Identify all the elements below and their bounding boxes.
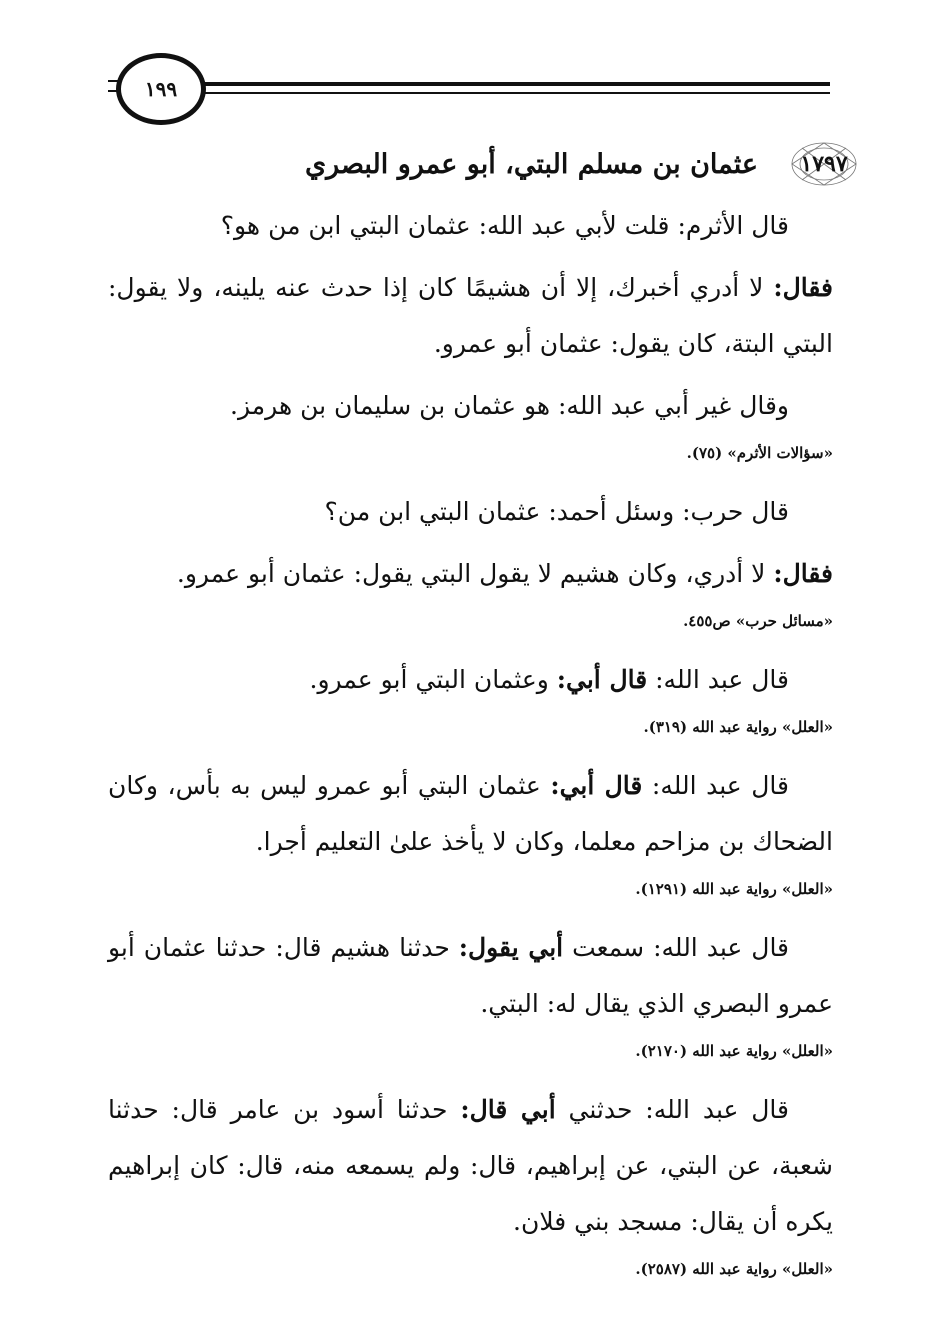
paragraph-text: لا أدري، وكان هشيم لا يقول البتي يقول: عثمان أبو عمرو. xyxy=(176,559,774,588)
paragraph-text: قال عبد الله: xyxy=(647,665,789,694)
paragraph xyxy=(108,260,833,372)
source-reference: «سؤالات الأثرم» (٧٥). xyxy=(686,444,833,462)
entry-title: عثمان بن مسلم البتي، أبو عمرو البصري xyxy=(304,148,758,180)
source-reference: «العلل» رواية عبد الله (٢٥٨٧). xyxy=(635,1260,833,1278)
speaker-label: قال أبي: xyxy=(556,665,648,694)
speaker-label: أبي يقول: xyxy=(458,933,564,962)
paragraph xyxy=(108,758,833,870)
paragraph-text: عثمان البتي أبو عمرو ليس به بأس، وكان الضحاك بن مزاحم معلما، وكان لا يأخذ علىٰ التعليم أجرا. xyxy=(108,771,833,856)
header-rule-right-bottom xyxy=(200,92,830,94)
page-number: ١٩٩ xyxy=(116,53,206,125)
speaker-label: أبي قال: xyxy=(460,1095,556,1124)
paragraph xyxy=(108,920,833,1032)
entry-number: ١٧٩٧ xyxy=(800,151,848,177)
paragraph xyxy=(108,1082,833,1250)
speaker-label: قال أبي: xyxy=(550,771,643,800)
speaker-label: فقال: xyxy=(773,273,833,302)
source-reference: «العلل» رواية عبد الله (٢١٧٠). xyxy=(635,1042,833,1060)
paragraph xyxy=(108,652,833,708)
source-reference: «العلل» رواية عبد الله (٣١٩). xyxy=(643,718,833,736)
paragraph-text: حدثنا هشيم قال: حدثنا عثمان أبو عمرو البصري الذي يقال له: البتي. xyxy=(108,933,833,1018)
page-body xyxy=(108,198,833,1300)
paragraph: قال حرب: وسئل أحمد: عثمان البتي ابن من؟ xyxy=(324,497,789,526)
paragraph-text: قال عبد الله: حدثني xyxy=(555,1095,789,1124)
page-header xyxy=(0,0,940,130)
paragraph-text: قال عبد الله: xyxy=(642,771,789,800)
source-reference: «مسائل حرب» ص٤٥٥. xyxy=(683,612,833,630)
paragraph-text: لا أدري أخبرك، إلا أن هشيمًا كان إذا حدث عنه يلينه، ولا يقول: البتي البتة، كان يقول: عثمان أبو عمرو. xyxy=(108,273,833,358)
speaker-label: فقال: xyxy=(773,559,833,588)
entry-number-badge xyxy=(788,140,860,188)
header-rule-right-top xyxy=(200,82,830,86)
paragraph: وقال غير أبي عبد الله: هو عثمان بن سليمان بن هرمز. xyxy=(230,391,789,420)
paragraph-text: قال عبد الله: سمعت xyxy=(563,933,790,962)
paragraph: قال الأثرم: قلت لأبي عبد الله: عثمان البتي ابن من هو؟ xyxy=(220,211,789,240)
source-reference: «العلل» رواية عبد الله (١٢٩١). xyxy=(635,880,833,898)
entry-heading xyxy=(150,140,860,188)
paragraph-text: وعثمان البتي أبو عمرو. xyxy=(309,665,557,694)
paragraph xyxy=(108,546,833,602)
paragraph-text: حدثنا أسود بن عامر قال: حدثنا شعبة، عن البتي، عن إبراهيم، قال: ولم يسمعه منه، قال: كان إبراهيم يكره أن يقال: مسجد بني فلان. xyxy=(108,1095,833,1236)
